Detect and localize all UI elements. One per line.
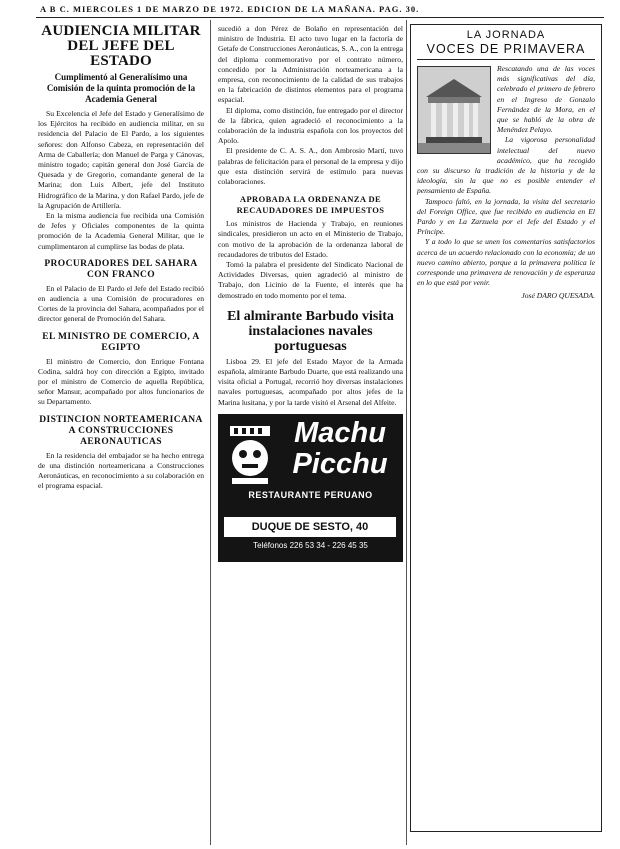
section-paragraph: El ministro de Comercio, don Enrique Fontana Codina, saldrá hoy con dirección a Egipto, invitado por el ministro de Comercio de aquella República, señor Mansur, acompañado por altos funcionarios de su Departamento. (38, 356, 204, 407)
building-image-icon (418, 67, 490, 153)
box-kicker: LA JORNADA (466, 29, 546, 41)
building-photo (417, 66, 491, 154)
box-paragraph: Tampoco faltó, en la jornada, la visita del secretario del Foreign Office, que fue recibido en audiencia en El Pardo y en La Zarzuela por el Jefe del Estado y el Príncipe. (417, 196, 595, 237)
inca-mask-icon (224, 424, 276, 486)
box-paragraph: Rescatando una de las voces más significativas del día, celebrado el primero de febrero en el Ingreso de Gonzalo Fernández de la Mora, en el que se habló de la obra de Menéndez Pelayo. (497, 64, 595, 135)
restaurant-type: RESTAURANTE PERUANO (248, 489, 373, 500)
section-paragraph: Tomó la palabra el presidente del Sindicato Nacional de Actividades Diversas, quien agradeció al ministro de Trabajo, don Licinio de la Fuente, el interés que ha demostrado en todo momento por el tema. (218, 260, 403, 300)
section-paragraph: Los ministros de Hacienda y Trabajo, en reuniones sindicales, presidieron un acto en el Ministerio de Trabajo, con motivo de la aprobación de la ordenanza laboral de recaudadores de tributos del Estado. (218, 219, 403, 259)
section-title: PROCURADORES DEL SAHARA CON FRANCO (44, 258, 198, 280)
box-paragraph: La vigorosa personalidad intelectual del nuevo académico, que ha recogido con su discurso la tradición de la historia y de la ideología, sin la que no es posible entender el pensamiento de España. (417, 135, 595, 196)
box-paragraph: Y a todo lo que se unen los comentarios satisfactorios acerca de un acuerdo relacionado con la economía; de un nuevo camino abierto, porque a la primavera política le corresponde una primavera de renovación y de esperanza en lo que está por venir. (417, 237, 595, 288)
restaurant-name: Machu Picchu (292, 416, 388, 480)
article-paragraph: Lisboa 29. El jefe del Estado Mayor de la Armada española, almirante Barbudo Duarte, que está realizando una visita oficial a Portugal, recorrió hoy diversas instalaciones navales portuguesas, acompañado por altos jefes de la Marina lusitana, y por la tarde visitó el Arsenal del Alfeite. (218, 356, 403, 407)
restaurant-phone: Teléfonos 226 53 34 - 226 45 35 (253, 540, 368, 550)
column-divider (406, 20, 407, 845)
section-paragraph: En la residencia del embajador se ha hecho entrega de una distinción norteamericana a Construcciones Aeronáuticas, en reconocimiento a su colaboración en el programa espacial. (38, 450, 204, 491)
article-paragraph: El diploma, como distinción, fue entregado por el director de la fábrica, quien agradeció el reconocimiento a la colaboración de la industria española con los proyectos del Apolo. (218, 105, 403, 146)
section-paragraph: En el Palacio de El Pardo el Jefe del Estado recibió en audiencia a una Comisión de procuradores en Cortes de la provincia del Sahara, acompañados por el director general de Promoción del Sahara. (38, 283, 204, 324)
header-rule (36, 17, 604, 18)
column-left (38, 24, 204, 844)
page-header: A B C. MIERCOLES 1 DE MARZO DE 1972. EDICION DE LA MAÑANA. PAG. 30. (40, 4, 420, 14)
article-paragraph: sucedió a don Pérez de Bolaño en representación del ministro de Industria. El acto tuvo lugar en la factoría de Getafe de Construcciones Aeronáuticas, S. A., con la entrega del diploma conmemorativo por el contrato número, concedido por la Administración norteamericana a la empresa, con reconocimiento de la calidad de sus trabajos en la fabricación de distintos elementos para el programa espacial. (218, 24, 403, 105)
article-paragraph: En la misma audiencia fue recibida una Comisión de Jefes y Oficiales componentes de la quinta promoción de la Academia General Militar, que le cumplimentaron al cumplirse las bodas de plata. (38, 211, 204, 251)
column-right (410, 24, 602, 844)
article-paragraph: El presidente de C. A. S. A., don Ambrosio Martí, tuvo palabras de felicitación para el personal de la empresa y dijo que esta distinción servirá de estímulo para nuevas colaboraciones. (218, 146, 403, 187)
restaurant-advertisement (218, 414, 403, 562)
section-title: EL MINISTRO DE COMERCIO, A EGIPTO (42, 331, 200, 353)
article-title: El almirante Barbudo visita instalaciones navales portuguesas (227, 308, 394, 354)
column-middle (218, 24, 403, 844)
section-title: APROBADA LA ORDENANZA DE RECAUDADORES DE IMPUESTOS (236, 194, 385, 216)
article-title: AUDIENCIA MILITAR DEL JEFE DEL ESTADO (41, 24, 201, 69)
box-title: VOCES DE PRIMAVERA (417, 42, 595, 60)
restaurant-address: DUQUE DE SESTO, 40 (224, 517, 396, 537)
opinion-box (410, 24, 602, 832)
column-divider (210, 20, 211, 845)
article-subtitle: Cumplimentó al Generalísimo una Comisión de la quinta promoción de la Academia General (46, 72, 196, 104)
section-title: DISTINCION NORTEAMERICANA A CONSTRUCCIONES AERONAUTICAS (39, 414, 203, 447)
article-paragraph: Su Excelencia el Jefe del Estado y Generalísimo de los Ejércitos ha recibido en audiencia militar, en su residencia del Palacio de El Pardo, a los siguientes señores: don Alfonso Cabeza, en representación del Arma de Caballería; don Manuel de Parga y Cánovas, ministro togado; capitán general don José García de Quesada y de Gregorio, comandante general de la Marina; don Luis Albert, jefe del Instituto Hidrográfico de la Marina, y don Rafael Pardo, jefe de la Agrupación de Artillería. (38, 109, 204, 210)
author-signature: José DARO QUESADA. (521, 291, 595, 301)
